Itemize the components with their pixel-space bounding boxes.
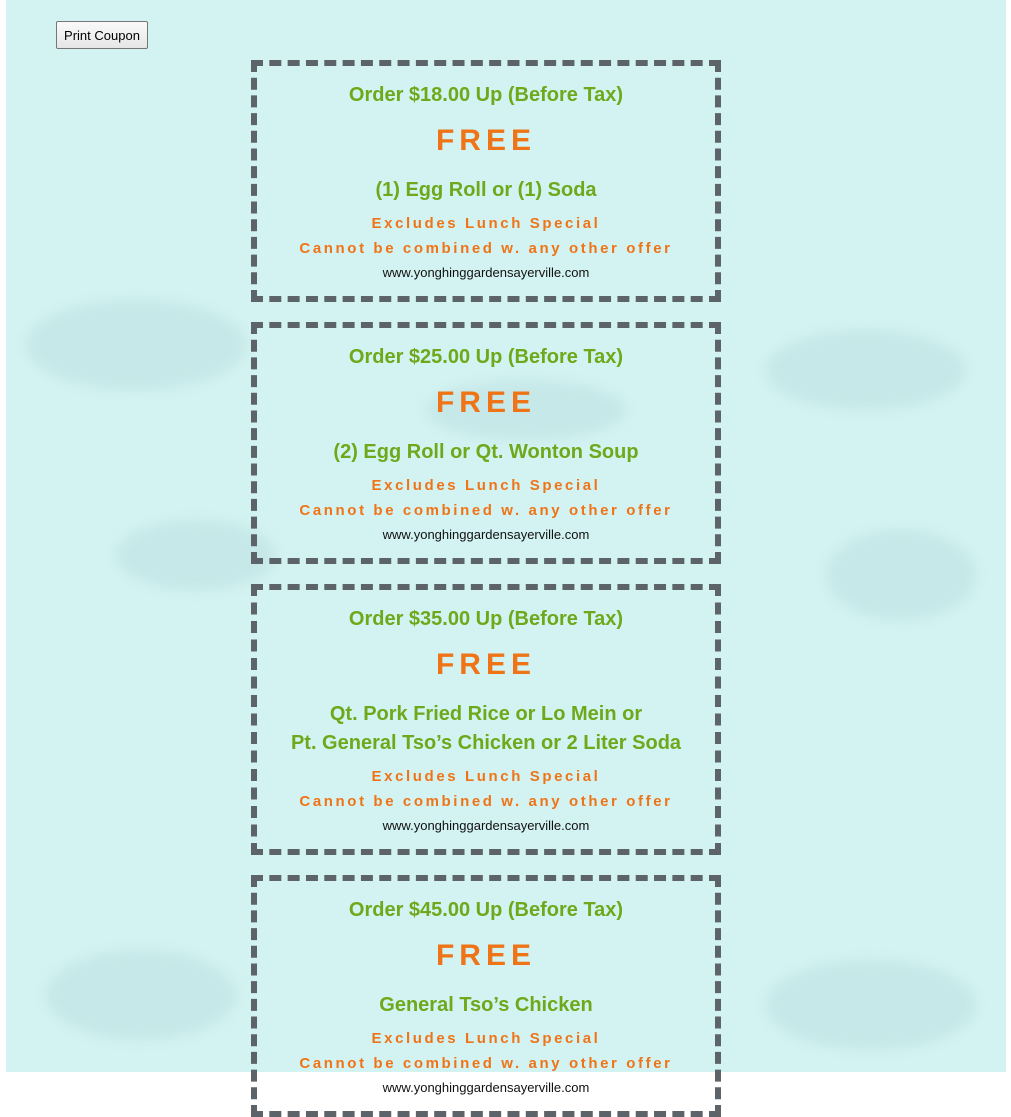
coupon-website: www.yonghinggardensayerville.com <box>382 1080 590 1095</box>
background-pattern <box>826 530 976 620</box>
coupon-free-label: FREE <box>435 386 536 419</box>
coupon-restriction: Cannot be combined w. any other offer <box>299 1055 673 1072</box>
coupon-offer-item: Qt. Pork Fried Rice or Lo Mein or <box>329 703 643 725</box>
background-pattern <box>766 330 966 410</box>
coupon-order-threshold: Order $25.00 Up (Before Tax) <box>348 346 624 368</box>
coupon-card <box>251 875 721 1117</box>
background-pattern <box>766 960 976 1050</box>
coupon-restriction: Cannot be combined w. any other offer <box>299 793 673 810</box>
coupon-offer-item: Pt. General Tso’s Chicken or 2 Liter Soda <box>290 732 682 754</box>
coupon-website: www.yonghinggardensayerville.com <box>382 527 590 542</box>
coupon-exclusion: Excludes Lunch Special <box>371 1030 601 1047</box>
coupon-offer-item: (2) Egg Roll or Qt. Wonton Soup <box>333 441 639 463</box>
coupon-restriction: Cannot be combined w. any other offer <box>299 502 673 519</box>
coupon-card <box>251 322 721 564</box>
coupon-free-label: FREE <box>435 939 536 972</box>
coupon-restriction: Cannot be combined w. any other offer <box>299 240 673 257</box>
background-pattern <box>46 950 236 1040</box>
coupon-offer-item: (1) Egg Roll or (1) Soda <box>375 179 597 201</box>
coupon-exclusion: Excludes Lunch Special <box>371 768 601 785</box>
coupon-order-threshold: Order $35.00 Up (Before Tax) <box>348 608 624 630</box>
background-pattern <box>26 300 246 390</box>
coupon-free-label: FREE <box>435 124 536 157</box>
coupon-order-threshold: Order $18.00 Up (Before Tax) <box>348 84 624 106</box>
coupon-website: www.yonghinggardensayerville.com <box>382 265 590 280</box>
print-coupon-button[interactable]: Print Coupon <box>56 21 148 49</box>
coupon-free-label: FREE <box>435 648 536 681</box>
coupon-page <box>6 0 1006 1095</box>
coupon-website: www.yonghinggardensayerville.com <box>382 818 590 833</box>
coupon-card <box>251 60 721 302</box>
coupon-exclusion: Excludes Lunch Special <box>371 477 601 494</box>
coupon-offer-item: General Tso’s Chicken <box>379 994 593 1016</box>
coupon-exclusion: Excludes Lunch Special <box>371 215 601 232</box>
coupon-card <box>251 584 721 855</box>
coupon-order-threshold: Order $45.00 Up (Before Tax) <box>348 899 624 921</box>
